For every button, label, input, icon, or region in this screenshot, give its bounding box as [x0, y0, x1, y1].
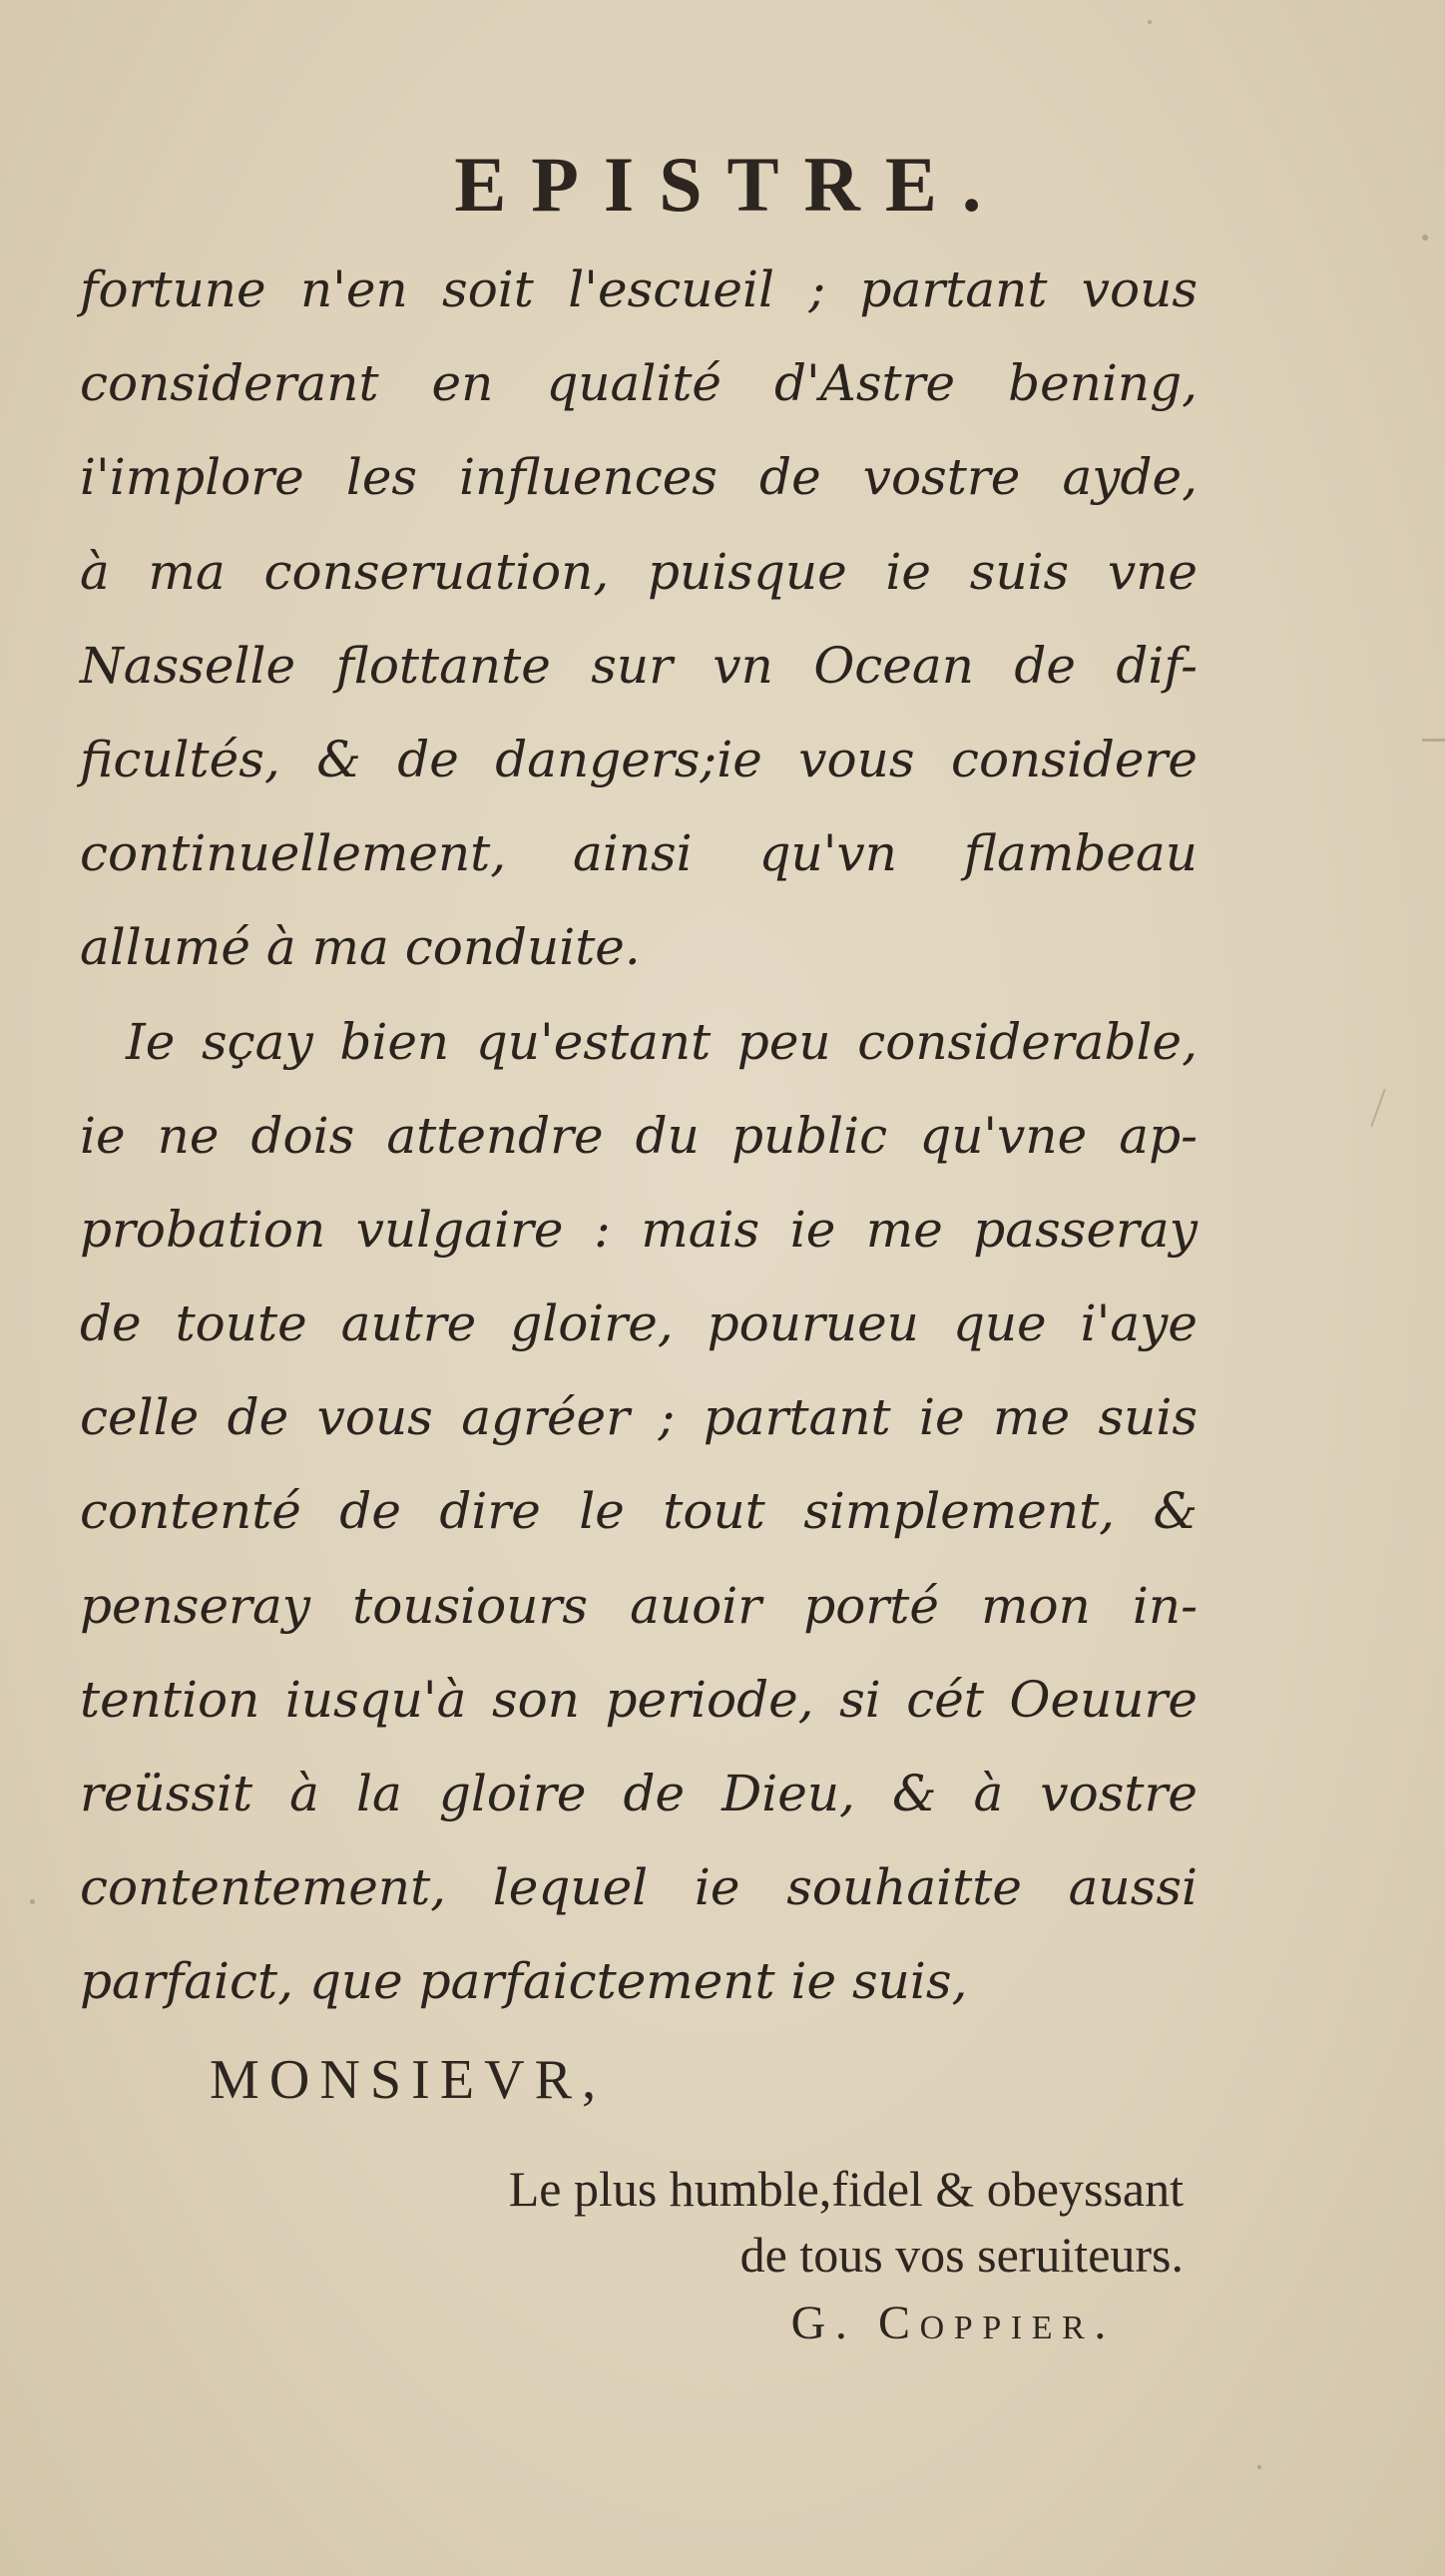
- text-line: contenté de dire le tout simplement, &: [80, 1482, 1198, 1541]
- text-line: i'implore les influences de vostre ayde,: [80, 448, 1198, 507]
- salutation: MONSIEVR,: [210, 2049, 607, 2111]
- paper-scratch: [1370, 1089, 1386, 1127]
- text-line: allumé à ma conduite.: [80, 918, 641, 977]
- epistle-body: [80, 243, 1198, 2029]
- text-line: ie ne dois attendre du public qu'vne ap-: [80, 1106, 1198, 1165]
- text-line: contentement, lequel ie souhaitte aussi: [80, 1858, 1198, 1917]
- paper-speck: [1422, 235, 1428, 241]
- closing-line: Le plus humble,fidel & obeyssant: [508, 2161, 1184, 2217]
- paper-scratch: [1422, 739, 1445, 742]
- paper-speck: [1148, 20, 1152, 24]
- author-signature: G. Coppier.: [790, 2297, 1116, 2349]
- text-line: fortune n'en soit l'escueil ; partant vous: [80, 260, 1198, 318]
- text-line: penseray tousiours auoir porté mon in-: [80, 1576, 1198, 1635]
- text-line: à ma conseruation, puisque ie suis vne: [80, 542, 1198, 601]
- text-line: tention iusqu'à son periode, si cét Oeuure: [80, 1670, 1198, 1729]
- text-line: de toute autre gloire, pourueu que i'aye: [80, 1294, 1198, 1353]
- text-line: celle de vous agréer ; partant ie me suis: [80, 1388, 1198, 1447]
- text-line: Nasselle flottante sur vn Ocean de dif-: [80, 636, 1198, 695]
- paper-speck: [1257, 2465, 1261, 2469]
- text-line: continuellement, ainsi qu'vn flambeau: [80, 824, 1198, 883]
- text-line: parfaict, que parfaictement ie suis,: [80, 1952, 968, 2011]
- page-heading: EPISTRE.: [454, 141, 1007, 228]
- text-line: reüssit à la gloire de Dieu, & à vostre: [80, 1765, 1198, 1822]
- paper-speck: [30, 1899, 35, 1904]
- closing-line: de tous vos seruiteurs.: [739, 2227, 1184, 2283]
- text-line: ficultés, & de dangers;ie vous considere: [80, 730, 1198, 788]
- closing-formula: [509, 2156, 1184, 2288]
- text-line: considerant en qualité d'Astre bening,: [80, 354, 1198, 413]
- text-line: probation vulgaire : mais ie me passeray: [80, 1200, 1198, 1259]
- text-line: Ie sçay bien qu'estant peu considerable,: [126, 1012, 1198, 1071]
